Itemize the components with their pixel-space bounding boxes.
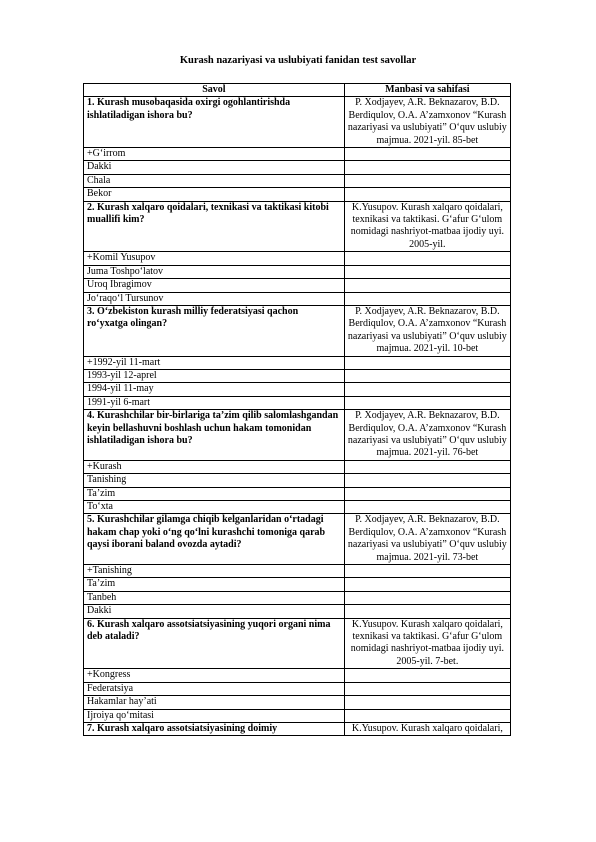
answer-option-row [84,487,511,500]
answer-option: Tanishing [84,474,345,487]
answer-option: Federatsiya [84,682,345,695]
answer-option-row [84,578,511,591]
answer-option: 1991-yil 6-mart [84,396,345,409]
empty-cell [344,188,510,201]
answer-option-row [84,383,511,396]
answer-option: Uroq Ibragimov [84,279,345,292]
question-text: 4. Kurashchilar bir-birlariga ta’zim qilib salomlashgandan keyin bellashuvni boshlash uchun hakam tomonidan ishlatiladigan ishora bu? [84,410,345,461]
answer-option: +G‘irrom [84,148,345,161]
question-row [84,722,511,735]
question-source: K.Yusupov. Kurash xalqaro qoidalari, [344,722,510,735]
answer-option-row [84,605,511,618]
answer-option: Dakki [84,605,345,618]
answer-option-row [84,501,511,514]
question-row [84,97,511,148]
answer-option-row [84,265,511,278]
answer-option-row [84,565,511,578]
header-savol: Savol [84,84,345,97]
answer-option: +Komil Yusupov [84,252,345,265]
answer-option-row [84,669,511,682]
answer-option: Bekor [84,188,345,201]
question-text: 2. Kurash xalqaro qoidalari, texnikasi va taktikasi kitobi muallifi kim? [84,201,345,252]
questions-table [83,83,511,736]
header-manba: Manbasi va sahifasi [344,84,510,97]
empty-cell [344,252,510,265]
answer-option-row [84,396,511,409]
empty-cell [344,474,510,487]
page-title: Kurash nazariyasi va uslubiyati fanidan test savollar [179,55,417,66]
question-row [84,618,511,669]
question-text: 1. Kurash musobaqasida oxirgi ogohlantirishda ishlatiladigan ishora bu? [84,97,345,148]
empty-cell [344,265,510,278]
answer-option-row [84,252,511,265]
answer-option: +Tanishing [84,565,345,578]
answer-option: Ta’zim [84,578,345,591]
answer-option: Chala [84,174,345,187]
table-header-row [84,84,511,97]
answer-option-row [84,148,511,161]
answer-option-row [84,369,511,382]
question-source: P. Xodjayev, A.R. Beknazarov, B.D. Berdiqulov, O.A. A’zamxonov “Kurash nazariyasi va uslubiyati” O‘quv uslubiy majmua. 2021-yil. 73-bet [344,514,510,565]
answer-option: 1993-yil 12-aprel [84,369,345,382]
question-row [84,201,511,252]
question-source: P. Xodjayev, A.R. Beknazarov, B.D. Berdiqulov, O.A. A’zamxonov “Kurash nazariyasi va uslubiyati” O‘quv uslubiy majmua. 2021-yil. 76-bet [344,410,510,461]
question-source: K.Yusupov. Kurash xalqaro qoidalari, texnikasi va taktikasi. G‘afur G‘ulom nomidagi nashriyot-matbaa ijodiy uyi. 2005-yil. 7-bet. [344,618,510,669]
answer-option: Tanbeh [84,591,345,604]
empty-cell [344,369,510,382]
empty-cell [344,501,510,514]
empty-cell [344,356,510,369]
answer-option-row [84,696,511,709]
answer-option-row [84,174,511,187]
answer-option-row [84,356,511,369]
answer-option: Jo‘raqo‘l Tursunov [84,292,345,305]
empty-cell [344,279,510,292]
answer-option-row [84,709,511,722]
answer-option: +1992-yil 11-mart [84,356,345,369]
empty-cell [344,292,510,305]
question-row [84,410,511,461]
empty-cell [344,591,510,604]
question-source: P. Xodjayev, A.R. Beknazarov, B.D. Berdiqulov, O.A. A’zamxonov “Kurash nazariyasi va uslubiyati” O‘quv uslubiy majmua. 2021-yil. 10-bet [344,305,510,356]
answer-option: Juma Toshpo‘latov [84,265,345,278]
answer-option-row [84,460,511,473]
answer-option: +Kurash [84,460,345,473]
answer-option: 1994-yil 11-may [84,383,345,396]
empty-cell [344,460,510,473]
question-text: 5. Kurashchilar gilamga chiqib kelganlaridan o‘rtadagi hakam chap yoki o‘ng qo‘lni kurashchi tomoniga qarab qaysi iborani baland ovozda aytadi? [84,514,345,565]
empty-cell [344,669,510,682]
empty-cell [344,578,510,591]
table-body [84,97,511,736]
empty-cell [344,487,510,500]
question-text: 6. Kurash xalqaro assotsiatsiyasining yuqori organi nima deb ataladi? [84,618,345,669]
question-text: 3. O‘zbekiston kurash milliy federatsiyasi qachon ro‘yxatga olingan? [84,305,345,356]
answer-option-row [84,591,511,604]
answer-option-row [84,292,511,305]
answer-option: Ta’zim [84,487,345,500]
answer-option: To‘xta [84,501,345,514]
question-source: P. Xodjayev, A.R. Beknazarov, B.D. Berdiqulov, O.A. A’zamxonov “Kurash nazariyasi va uslubiyati” O‘quv uslubiy majmua. 2021-yil. 85-bet [344,97,510,148]
empty-cell [344,696,510,709]
empty-cell [344,709,510,722]
question-source: K.Yusupov. Kurash xalqaro qoidalari, texnikasi va taktikasi. G‘afur G‘ulom nomidagi nashriyot-matbaa ijodiy uyi. 2005-yil. [344,201,510,252]
answer-option: Ijroiya qo‘mitasi [84,709,345,722]
question-text: 7. Kurash xalqaro assotsiatsiyasining doimiy [84,722,345,735]
empty-cell [344,605,510,618]
empty-cell [344,383,510,396]
empty-cell [344,161,510,174]
answer-option-row [84,188,511,201]
answer-option-row [84,279,511,292]
answer-option: Hakamlar hay’ati [84,696,345,709]
answer-option-row [84,474,511,487]
empty-cell [344,396,510,409]
answer-option-row [84,682,511,695]
empty-cell [344,174,510,187]
empty-cell [344,565,510,578]
answer-option: Dakki [84,161,345,174]
empty-cell [344,148,510,161]
empty-cell [344,682,510,695]
question-row [84,305,511,356]
answer-option-row [84,161,511,174]
question-row [84,514,511,565]
answer-option: +Kongress [84,669,345,682]
